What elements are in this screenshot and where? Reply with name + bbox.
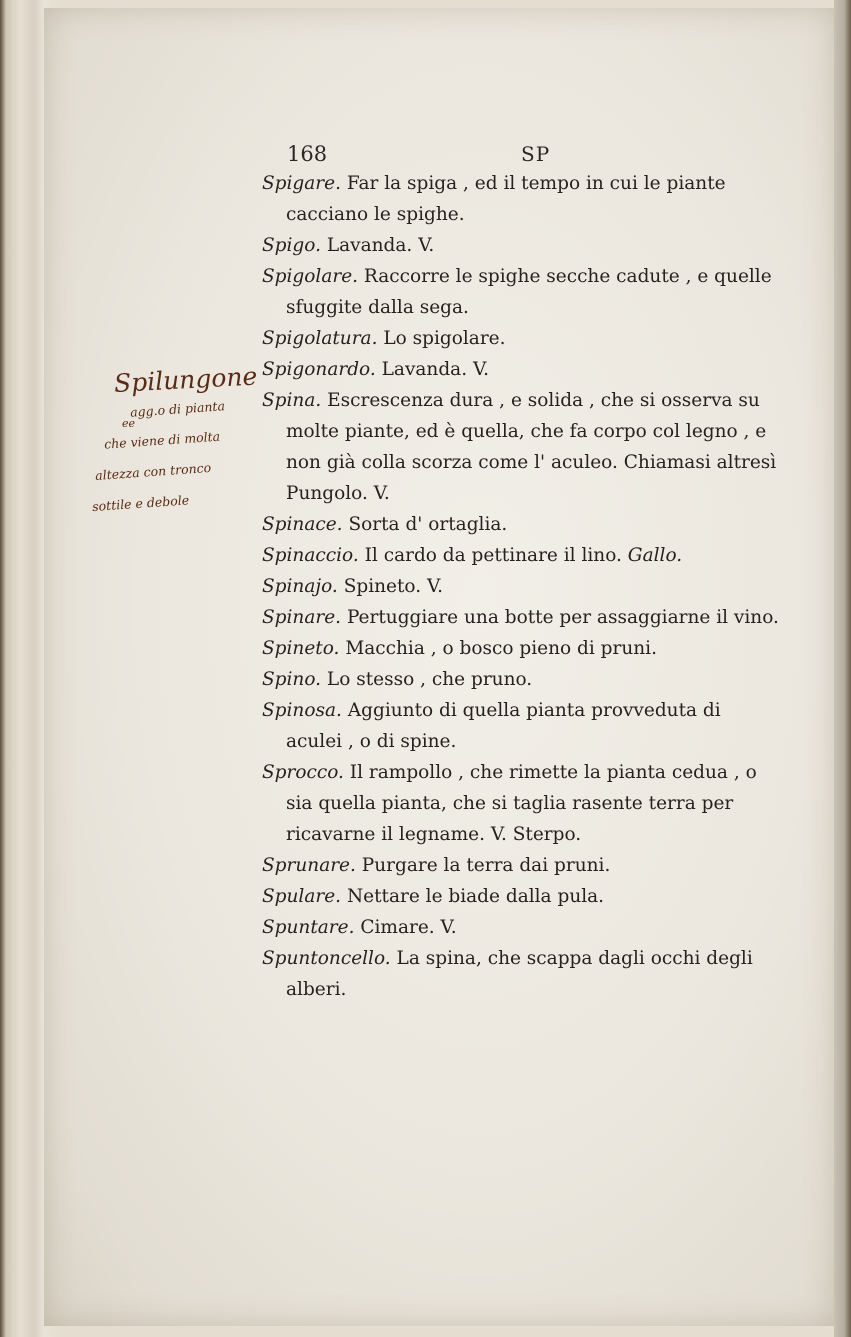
entry xyxy=(262,664,782,695)
entry xyxy=(262,354,782,385)
entry xyxy=(262,323,782,354)
entry-definition: Lo stesso , che pruno. xyxy=(321,669,533,690)
entry-source: Gallo. xyxy=(627,545,683,566)
entry-term: Spinajo. xyxy=(262,576,338,597)
entry-definition: Far la spiga , ed il tempo in cui le piante cacciano le spighe. xyxy=(286,173,726,225)
entry-definition: Sorta d' ortaglia. xyxy=(342,514,508,535)
entry-term: Spigonardo. xyxy=(262,359,376,380)
entry-term: Spina. xyxy=(262,390,322,411)
entry xyxy=(262,757,782,850)
entry-definition: Lavanda. V. xyxy=(320,235,435,256)
entry xyxy=(262,540,782,571)
annotation-headword: Spilungone xyxy=(113,361,258,398)
entry-term: Sprocco. xyxy=(262,762,344,783)
entry-term: Spigo. xyxy=(262,235,321,256)
entry xyxy=(262,633,782,664)
entry-definition: Spineto. V. xyxy=(337,576,444,597)
entry-term: Spinosa. xyxy=(262,700,342,721)
entry-term: Sprunare. xyxy=(262,855,356,876)
entry-definition: Purgare la terra dai pruni. xyxy=(355,855,611,876)
annotation-line: sottile e debole xyxy=(91,492,190,515)
running-head: SP xyxy=(521,142,551,166)
entry-term: Spigolare. xyxy=(262,266,359,287)
entry xyxy=(262,912,782,943)
entry-term: Spineto. xyxy=(262,638,340,659)
entry xyxy=(262,881,782,912)
handwritten-annotation xyxy=(91,361,267,516)
facing-page-edge xyxy=(834,0,851,1337)
page-number: 168 xyxy=(287,142,328,166)
entry xyxy=(262,571,782,602)
entry-term: Spuntare. xyxy=(262,917,355,938)
entry xyxy=(262,168,782,230)
entry-definition: Lavanda. V. xyxy=(375,359,489,380)
entry xyxy=(262,385,782,509)
entry xyxy=(262,695,782,757)
entry xyxy=(262,261,782,323)
entry xyxy=(262,943,782,1005)
entry-definition: Nettare le biade dalla pula. xyxy=(341,886,605,907)
entry xyxy=(262,230,782,261)
entry-term: Spigare. xyxy=(262,173,341,194)
annotation-line: agg.o di pianta xyxy=(129,398,226,420)
entry-definition: La spina, che scappa dagli occhi degli alberi. xyxy=(286,948,753,1000)
entry-term: Spuntoncello. xyxy=(262,948,391,969)
entry xyxy=(262,509,782,540)
annotation-line: altezza con tronco xyxy=(94,459,212,483)
entry-term: Spigolatura. xyxy=(262,328,378,349)
entry-definition: Aggiunto di quella pianta provveduta di aculei , o di spine. xyxy=(286,700,721,752)
entry-definition: Escrescenza dura , e solida , che si osserva su molte piante, ed è quella, che fa corpo col legno , e non già colla scorza come l' aculeo. Chiamasi altresì Pungolo. V. xyxy=(286,390,777,504)
entry xyxy=(262,850,782,881)
entry-term: Spino. xyxy=(262,669,322,690)
dictionary-entries xyxy=(262,168,782,1005)
entry-definition: Macchia , o bosco pieno di pruni. xyxy=(339,638,657,659)
entry-definition: Il cardo da pettinare il lino. xyxy=(358,545,628,566)
entry-term: Spinace. xyxy=(262,514,343,535)
entry-definition: Lo spigolare. xyxy=(377,328,506,349)
entry-definition: Cimare. V. xyxy=(354,917,457,938)
annotation-line: che viene di molta xyxy=(103,428,221,452)
entry-term: Spinaccio. xyxy=(262,545,359,566)
entry-term: Spinare. xyxy=(262,607,342,628)
entry xyxy=(262,602,782,633)
entry-definition: Il rampollo , che rimette la pianta cedua , o sia quella pianta, che si taglia rasente terra per ricavarne il legname. V. Sterpo. xyxy=(286,762,757,845)
entry-definition: Raccorre le spighe secche cadute , e quelle sfuggite dalla sega. xyxy=(286,266,772,318)
entry-term: Spulare. xyxy=(262,886,342,907)
entry-definition: Pertuggiare una botte per assaggiarne il vino. xyxy=(341,607,779,628)
annotation-mark: ee xyxy=(122,417,136,430)
